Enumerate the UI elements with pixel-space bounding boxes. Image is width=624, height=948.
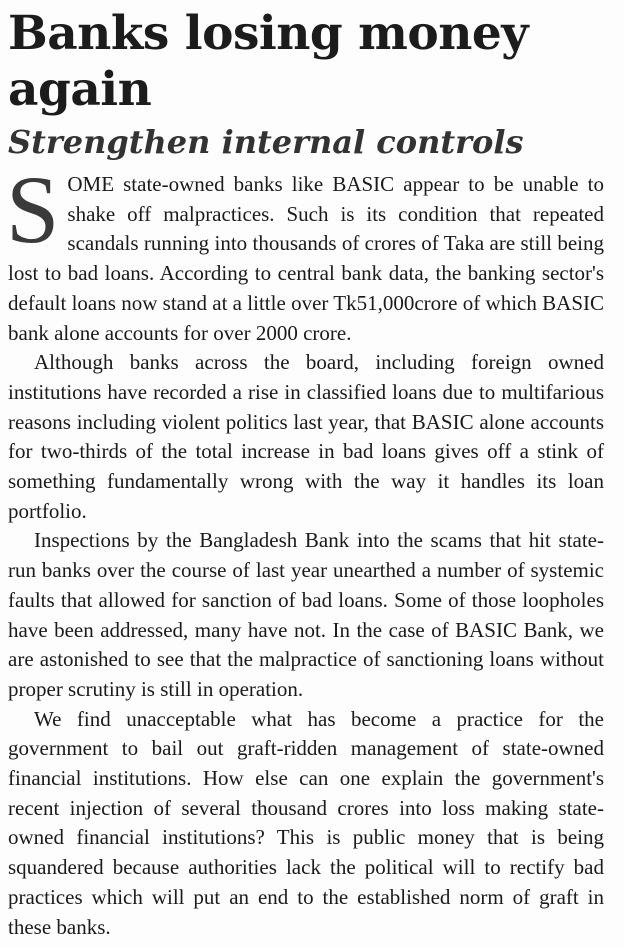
paragraph-1: [6, 156, 604, 348]
article-body: [6, 156, 604, 942]
paragraph-2: Although banks across the board, including foreign owned institutions have recorded a rise in classified loans due to multifarious reasons including violent politics last year, that BASIC alone accounts for two-thirds of the total increase in bad loans gives off a stink of something fundamentally wrong with the way it handles its loan portfolio.: [8, 350, 604, 523]
paragraph-3: Inspections by the Bangladesh Bank into the scams that hit state-run banks over the course of last year unearthed a number of systemic faults that allowed for sanction of bad loans. Some of those loopholes have been addressed, many have not. In the case of BASIC Bank, we are astonished to see that the malpractice of sanctioning loans without proper scrutiny is still in operation.: [8, 528, 604, 701]
headline: Banks losing money again: [8, 6, 529, 117]
drop-cap: S: [6, 156, 60, 263]
paragraph-1-text: OME state-owned banks like BASIC appear to be unable to shake off malpractices. Such is its condition that repeated scandals running into thousands of crores of Taka are still being lost to bad loans. According to central bank data, the banking sector's default loans now stand at a little over Tk51,000crore of which BASIC bank alone accounts for over 2000 crore.: [8, 172, 604, 345]
paragraph-4: We find unacceptable what has become a practice for the government to bail out graft-ridden management of state-owned financial institutions. How else can one explain the government's recent injection of several thousand crores into loss making state-owned financial institutions? This is public money that is being squandered because authorities lack the political will to rectify bad practices which will put an end to the established norm of graft in these banks.: [8, 706, 604, 939]
subheadline: Strengthen internal controls: [8, 123, 524, 161]
